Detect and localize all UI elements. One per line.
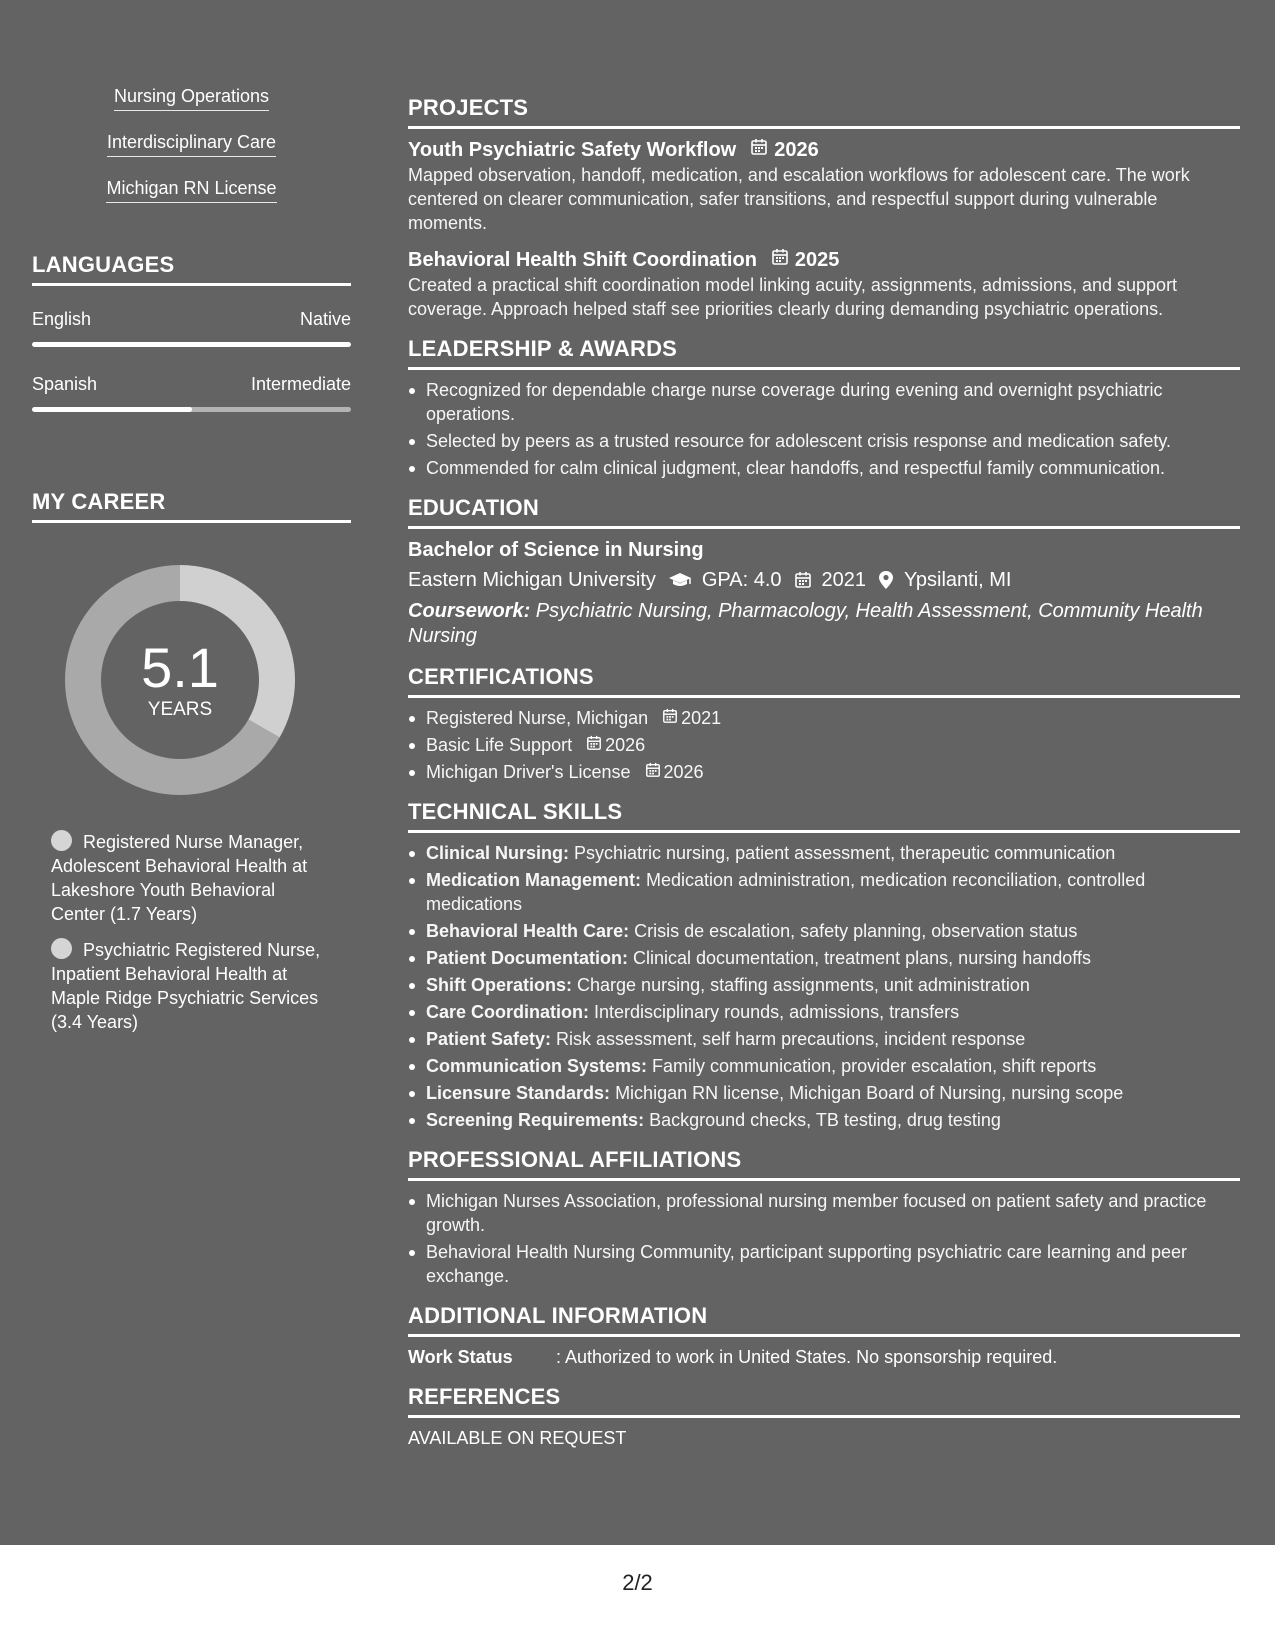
skill-tag: Michigan RN License xyxy=(106,176,276,203)
skill-key: Communication Systems: xyxy=(426,1056,648,1076)
coursework-label: Coursework: xyxy=(408,600,531,622)
list-item: Selected by peers as a trusted resource for adolescent crisis response and medication safety. xyxy=(408,429,1240,453)
career-heading: MY CAREER xyxy=(32,488,351,523)
skill-item xyxy=(408,1081,1240,1105)
calendar-icon xyxy=(794,571,812,589)
skills-section xyxy=(408,798,1240,1132)
certification-name: Registered Nurse, Michigan xyxy=(426,708,649,728)
project-name: Youth Psychiatric Safety Workflow xyxy=(408,139,737,161)
info-key: Work Status xyxy=(408,1347,513,1367)
language-bar xyxy=(32,342,351,347)
language-item xyxy=(32,308,351,347)
coursework-list: Psychiatric Nursing, Pharmacology, Health Assessment, Community Health Nursing xyxy=(408,600,1203,647)
certification-year: 2021 xyxy=(681,708,722,728)
skill-value: Interdisciplinary rounds, admissions, transfers xyxy=(589,1002,960,1022)
project-description: Created a practical shift coordination model linking acuity, assignments, admissions, and support coverage. Approach helped staff see priorities clearly during demanding psychiatric operations. xyxy=(408,275,1178,319)
list-item: Michigan Nurses Association, professional nursing member focused on patient safety and practice growth. xyxy=(408,1189,1240,1237)
certification-year: 2026 xyxy=(663,762,704,782)
calendar-icon xyxy=(586,733,602,757)
skill-key: Patient Documentation: xyxy=(426,948,629,968)
skill-value: Background checks, TB testing, drug testing xyxy=(644,1110,1001,1130)
career-dot-icon xyxy=(51,830,72,851)
career-section xyxy=(32,488,351,1034)
project-description: Mapped observation, handoff, medication, and escalation workflows for adolescent care. The work centered on clearer communication, safer transitions, and respectful support during vulnerable moments. xyxy=(408,165,1190,233)
languages-heading: LANGUAGES xyxy=(32,251,351,286)
career-years-value: 5.1 xyxy=(141,636,219,699)
career-donut xyxy=(65,565,295,795)
skill-item xyxy=(408,973,1240,997)
main-content xyxy=(408,94,1240,1464)
career-years-unit: YEARS xyxy=(147,699,213,720)
skill-item xyxy=(408,946,1240,970)
certification-name: Michigan Driver's License xyxy=(426,762,631,782)
list-item: Commended for calm clinical judgment, clear handoffs, and respectful family communication. xyxy=(408,456,1240,480)
skill-item xyxy=(408,919,1240,943)
language-level: Intermediate xyxy=(250,374,351,394)
certification-item xyxy=(408,733,1240,757)
sidebar xyxy=(32,84,351,1046)
skill-key: Medication Management: xyxy=(426,870,642,890)
skill-item xyxy=(408,868,1240,916)
education-heading: EDUCATION xyxy=(408,494,1240,529)
references-section xyxy=(408,1383,1240,1450)
project-year: 2026 xyxy=(774,139,819,161)
location-pin-icon xyxy=(878,570,894,590)
gpa: GPA: 4.0 xyxy=(701,569,782,591)
skill-key: Shift Operations: xyxy=(426,975,573,995)
school-name: Eastern Michigan University xyxy=(408,569,656,591)
references-text: AVAILABLE ON REQUEST xyxy=(408,1428,627,1448)
calendar-icon xyxy=(771,247,789,273)
career-dot-icon xyxy=(51,938,72,959)
language-name: Spanish xyxy=(32,374,98,394)
career-list xyxy=(32,830,351,1034)
languages-section xyxy=(32,251,351,412)
career-item-text: Registered Nurse Manager, Adolescent Behavioral Health at Lakeshore Youth Behavioral Center (1.7 Years) xyxy=(51,832,308,924)
language-level: Native xyxy=(299,309,351,329)
skill-tags xyxy=(32,84,351,203)
projects-heading: PROJECTS xyxy=(408,94,1240,129)
education-details xyxy=(408,565,1240,595)
skills-heading: TECHNICAL SKILLS xyxy=(408,798,1240,833)
certification-item xyxy=(408,760,1240,784)
language-item xyxy=(32,373,351,412)
skill-value: Medication administration, medication reconciliation, controlled medications xyxy=(426,870,1146,914)
certification-year: 2026 xyxy=(605,735,646,755)
certifications-heading: CERTIFICATIONS xyxy=(408,663,1240,698)
calendar-icon xyxy=(750,137,768,163)
language-bar-fill xyxy=(32,407,192,412)
skill-item xyxy=(408,1054,1240,1078)
skill-item xyxy=(408,1108,1240,1132)
project-year: 2025 xyxy=(794,249,840,271)
project-title xyxy=(408,247,1240,273)
leadership-section xyxy=(408,335,1240,480)
certification-item xyxy=(408,706,1240,730)
career-item-text: Psychiatric Registered Nurse, Inpatient Behavioral Health at Maple Ridge Psychiatric Services (3.4 Years) xyxy=(51,940,321,1032)
language-name: English xyxy=(32,309,92,329)
affiliations-section xyxy=(408,1146,1240,1288)
skill-item xyxy=(408,841,1240,865)
skill-value: Michigan RN license, Michigan Board of Nursing, nursing scope xyxy=(610,1083,1124,1103)
coursework xyxy=(408,599,1240,649)
graduation-year: 2021 xyxy=(821,569,867,591)
skill-item xyxy=(408,1000,1240,1024)
skill-value: Crisis de escalation, safety planning, observation status xyxy=(629,921,1078,941)
certifications-section xyxy=(408,663,1240,784)
skill-key: Patient Safety: xyxy=(426,1029,552,1049)
skill-key: Care Coordination: xyxy=(426,1002,590,1022)
skill-tag: Nursing Operations xyxy=(114,84,269,111)
additional-heading: ADDITIONAL INFORMATION xyxy=(408,1302,1240,1337)
skill-key: Behavioral Health Care: xyxy=(426,921,630,941)
language-bar-fill xyxy=(32,342,351,347)
language-bar xyxy=(32,407,351,412)
career-item xyxy=(51,830,321,926)
project-title xyxy=(408,137,1240,163)
skill-value: Family communication, provider escalation, shift reports xyxy=(647,1056,1097,1076)
skill-value: Psychiatric nursing, patient assessment, therapeutic communication xyxy=(569,843,1116,863)
affiliations-heading: PROFESSIONAL AFFILIATIONS xyxy=(408,1146,1240,1181)
skill-tag: Interdisciplinary Care xyxy=(107,130,276,157)
calendar-icon xyxy=(662,706,678,730)
project-name: Behavioral Health Shift Coordination xyxy=(408,249,757,271)
skill-value: Charge nursing, staffing assignments, unit administration xyxy=(572,975,1030,995)
projects-section xyxy=(408,94,1240,321)
skill-value: Clinical documentation, treatment plans, nursing handoffs xyxy=(628,948,1091,968)
info-value: : Authorized to work in United States. No sponsorship required. xyxy=(556,1347,1058,1367)
skill-key: Licensure Standards: xyxy=(426,1083,611,1103)
references-heading: REFERENCES xyxy=(408,1383,1240,1418)
skill-value: Risk assessment, self harm precautions, incident response xyxy=(551,1029,1026,1049)
skill-item xyxy=(408,1027,1240,1051)
list-item: Recognized for dependable charge nurse coverage during evening and overnight psychiatric operations. xyxy=(408,378,1240,426)
certification-name: Basic Life Support xyxy=(426,735,573,755)
page-number: 2/2 xyxy=(622,1570,653,1595)
calendar-icon xyxy=(645,760,661,784)
career-item xyxy=(51,938,321,1034)
school-location: Ypsilanti, MI xyxy=(904,569,1012,591)
leadership-heading: LEADERSHIP & AWARDS xyxy=(408,335,1240,370)
graduation-cap-icon xyxy=(668,571,692,589)
list-item: Behavioral Health Nursing Community, participant supporting psychiatric care learning and peer exchange. xyxy=(408,1240,1240,1288)
education-section xyxy=(408,494,1240,649)
skill-key: Clinical Nursing: xyxy=(426,843,570,863)
info-row xyxy=(408,1345,1240,1369)
additional-section xyxy=(408,1302,1240,1369)
degree-title: Bachelor of Science in Nursing xyxy=(408,539,704,561)
skill-key: Screening Requirements: xyxy=(426,1110,645,1130)
